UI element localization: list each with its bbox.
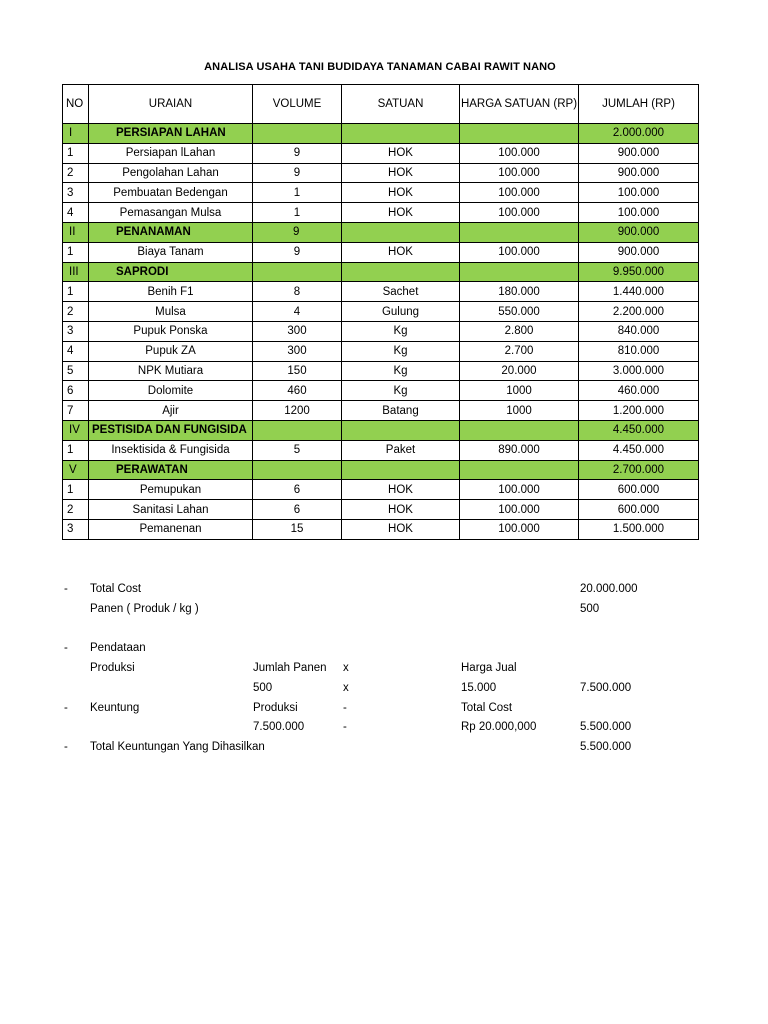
table-row	[63, 480, 699, 500]
header-volume: VOLUME	[253, 85, 342, 124]
item-number: 1	[63, 480, 89, 500]
section-number: I	[63, 124, 89, 144]
total-cost-label: Total Cost	[90, 583, 142, 595]
harga-jual-value: 15.000	[461, 682, 497, 694]
item-satuan: Kg	[342, 381, 460, 401]
section-row	[63, 262, 699, 282]
section-harga	[460, 262, 579, 282]
section-volume	[253, 262, 342, 282]
header-harga-satuan: HARGA SATUAN (RP)	[460, 85, 579, 124]
panen-label: Panen ( Produk / kg )	[90, 603, 199, 615]
item-number: 6	[63, 381, 89, 401]
item-uraian: Persiapan lLahan	[89, 143, 253, 163]
minus-sign: -	[343, 721, 347, 733]
section-total: 4.450.000	[579, 420, 699, 440]
jumlah-panen-value: 500	[253, 682, 273, 694]
table-row	[63, 321, 699, 341]
item-volume: 9	[253, 242, 342, 262]
total-cost-rp: Rp 20.000,000	[461, 721, 537, 733]
header-satuan: SATUAN	[342, 85, 460, 124]
item-volume: 8	[253, 282, 342, 302]
pendataan-label: Pendataan	[90, 642, 146, 654]
section-name: PENANAMAN	[89, 222, 253, 242]
section-satuan	[342, 420, 460, 440]
item-satuan: Sachet	[342, 282, 460, 302]
item-number: 2	[63, 163, 89, 183]
item-satuan: Kg	[342, 361, 460, 381]
item-number: 2	[63, 500, 89, 520]
section-volume: 9	[253, 222, 342, 242]
section-number: IV	[63, 420, 89, 440]
section-number: V	[63, 460, 89, 480]
item-satuan: Gulung	[342, 302, 460, 322]
section-harga	[460, 420, 579, 440]
item-harga: 1000	[460, 401, 579, 421]
panen-value: 500	[580, 603, 600, 615]
item-jumlah: 2.200.000	[579, 302, 699, 322]
item-satuan: HOK	[342, 143, 460, 163]
section-harga	[460, 222, 579, 242]
item-volume: 15	[253, 519, 342, 539]
item-uraian: Dolomite	[89, 381, 253, 401]
item-jumlah: 100.000	[579, 203, 699, 223]
item-volume: 300	[253, 341, 342, 361]
item-volume: 1	[253, 183, 342, 203]
item-jumlah: 600.000	[579, 500, 699, 520]
item-harga: 20.000	[460, 361, 579, 381]
summary-dash: -	[64, 583, 68, 595]
item-jumlah: 810.000	[579, 341, 699, 361]
item-uraian: Sanitasi Lahan	[89, 500, 253, 520]
item-uraian: Pengolahan Lahan	[89, 163, 253, 183]
item-number: 5	[63, 361, 89, 381]
item-volume: 150	[253, 361, 342, 381]
item-volume: 5	[253, 440, 342, 460]
cost-table	[62, 84, 699, 540]
table-row	[63, 203, 699, 223]
item-jumlah: 460.000	[579, 381, 699, 401]
item-jumlah: 1.200.000	[579, 401, 699, 421]
item-satuan: HOK	[342, 183, 460, 203]
item-harga: 100.000	[460, 500, 579, 520]
item-number: 3	[63, 183, 89, 203]
item-satuan: HOK	[342, 203, 460, 223]
total-keuntungan-value: 5.500.000	[580, 741, 632, 753]
table-row	[63, 401, 699, 421]
item-satuan: Kg	[342, 321, 460, 341]
item-jumlah: 900.000	[579, 242, 699, 262]
section-harga	[460, 460, 579, 480]
item-uraian: NPK Mutiara	[89, 361, 253, 381]
table-row	[63, 381, 699, 401]
item-volume: 300	[253, 321, 342, 341]
harga-jual-label: Harga Jual	[461, 662, 517, 674]
section-satuan	[342, 460, 460, 480]
item-harga: 550.000	[460, 302, 579, 322]
section-total: 900.000	[579, 222, 699, 242]
table-row	[63, 519, 699, 539]
item-number: 7	[63, 401, 89, 421]
item-harga: 2.700	[460, 341, 579, 361]
produksi-value: 7.500.000	[253, 721, 305, 733]
section-name: PESTISIDA DAN FUNGISIDA	[89, 420, 253, 440]
total-cost-value: 20.000.000	[580, 583, 638, 595]
item-volume: 6	[253, 500, 342, 520]
item-volume: 1200	[253, 401, 342, 421]
item-uraian: Mulsa	[89, 302, 253, 322]
section-harga	[460, 124, 579, 144]
item-number: 4	[63, 341, 89, 361]
table-header-row	[63, 85, 699, 124]
item-uraian: Insektisida & Fungisida	[89, 440, 253, 460]
item-jumlah: 1.500.000	[579, 519, 699, 539]
keuntung-value: 5.500.000	[580, 721, 632, 733]
item-jumlah: 900.000	[579, 143, 699, 163]
section-satuan	[342, 222, 460, 242]
item-number: 1	[63, 143, 89, 163]
section-number: III	[63, 262, 89, 282]
item-satuan: HOK	[342, 242, 460, 262]
item-volume: 460	[253, 381, 342, 401]
total-keuntungan-label: Total Keuntungan Yang Dihasilkan	[90, 741, 265, 753]
page-title: ANALISA USAHA TANI BUDIDAYA TANAMAN CABAI RAWIT NANO	[204, 61, 556, 73]
section-name: PERSIAPAN LAHAN	[89, 124, 253, 144]
item-volume: 6	[253, 480, 342, 500]
item-uraian: Pupuk Ponska	[89, 321, 253, 341]
multiply-sign: x	[343, 682, 349, 694]
item-jumlah: 100.000	[579, 183, 699, 203]
item-volume: 4	[253, 302, 342, 322]
total-cost-label-2: Total Cost	[461, 702, 513, 714]
item-volume: 1	[253, 203, 342, 223]
item-volume: 9	[253, 143, 342, 163]
produksi-label-2: Produksi	[253, 702, 298, 714]
summary-dash: -	[64, 741, 68, 753]
item-satuan: HOK	[342, 480, 460, 500]
section-satuan	[342, 262, 460, 282]
item-jumlah: 3.000.000	[579, 361, 699, 381]
item-harga: 100.000	[460, 183, 579, 203]
table-row	[63, 183, 699, 203]
produksi-label: Produksi	[90, 662, 135, 674]
table-row	[63, 282, 699, 302]
item-harga: 2.800	[460, 321, 579, 341]
section-number: II	[63, 222, 89, 242]
item-harga: 180.000	[460, 282, 579, 302]
item-satuan: HOK	[342, 500, 460, 520]
item-number: 4	[63, 203, 89, 223]
item-satuan: Batang	[342, 401, 460, 421]
item-uraian: Benih F1	[89, 282, 253, 302]
table-row	[63, 143, 699, 163]
table-body	[63, 124, 699, 540]
keuntung-label: Keuntung	[90, 702, 140, 714]
item-jumlah: 4.450.000	[579, 440, 699, 460]
item-harga: 1000	[460, 381, 579, 401]
item-uraian: Pemanenan	[89, 519, 253, 539]
section-total: 9.950.000	[579, 262, 699, 282]
header-jumlah: JUMLAH (RP)	[579, 85, 699, 124]
item-jumlah: 840.000	[579, 321, 699, 341]
table-row	[63, 440, 699, 460]
item-harga: 100.000	[460, 519, 579, 539]
section-total: 2.700.000	[579, 460, 699, 480]
section-row	[63, 124, 699, 144]
pendapatan-value: 7.500.000	[580, 682, 632, 694]
table-row	[63, 500, 699, 520]
section-name: PERAWATAN	[89, 460, 253, 480]
item-volume: 9	[253, 163, 342, 183]
item-satuan: HOK	[342, 163, 460, 183]
section-row	[63, 420, 699, 440]
item-number: 3	[63, 321, 89, 341]
item-uraian: Pemupukan	[89, 480, 253, 500]
item-harga: 890.000	[460, 440, 579, 460]
item-harga: 100.000	[460, 163, 579, 183]
summary-dash: -	[64, 702, 68, 714]
header-no: NO	[63, 85, 89, 124]
section-satuan	[342, 124, 460, 144]
table-row	[63, 163, 699, 183]
item-number: 1	[63, 440, 89, 460]
multiply-sign: x	[343, 662, 349, 674]
item-satuan: Kg	[342, 341, 460, 361]
section-row	[63, 460, 699, 480]
item-number: 2	[63, 302, 89, 322]
item-harga: 100.000	[460, 242, 579, 262]
section-name: SAPRODI	[89, 262, 253, 282]
table-row	[63, 361, 699, 381]
section-row	[63, 222, 699, 242]
item-jumlah: 600.000	[579, 480, 699, 500]
table-row	[63, 242, 699, 262]
item-uraian: Pembuatan Bedengan	[89, 183, 253, 203]
section-volume	[253, 124, 342, 144]
table-row	[63, 302, 699, 322]
item-number: 1	[63, 242, 89, 262]
item-jumlah: 1.440.000	[579, 282, 699, 302]
item-uraian: Ajir	[89, 401, 253, 421]
table-row	[63, 341, 699, 361]
item-uraian: Pupuk ZA	[89, 341, 253, 361]
header-uraian: URAIAN	[89, 85, 253, 124]
item-uraian: Biaya Tanam	[89, 242, 253, 262]
item-uraian: Pemasangan Mulsa	[89, 203, 253, 223]
item-satuan: HOK	[342, 519, 460, 539]
item-number: 3	[63, 519, 89, 539]
item-harga: 100.000	[460, 203, 579, 223]
item-number: 1	[63, 282, 89, 302]
item-harga: 100.000	[460, 480, 579, 500]
summary-dash: -	[64, 642, 68, 654]
section-volume	[253, 420, 342, 440]
item-satuan: Paket	[342, 440, 460, 460]
minus-sign: -	[343, 702, 347, 714]
item-jumlah: 900.000	[579, 163, 699, 183]
item-harga: 100.000	[460, 143, 579, 163]
section-volume	[253, 460, 342, 480]
section-total: 2.000.000	[579, 124, 699, 144]
jumlah-panen-label: Jumlah Panen	[253, 662, 327, 674]
